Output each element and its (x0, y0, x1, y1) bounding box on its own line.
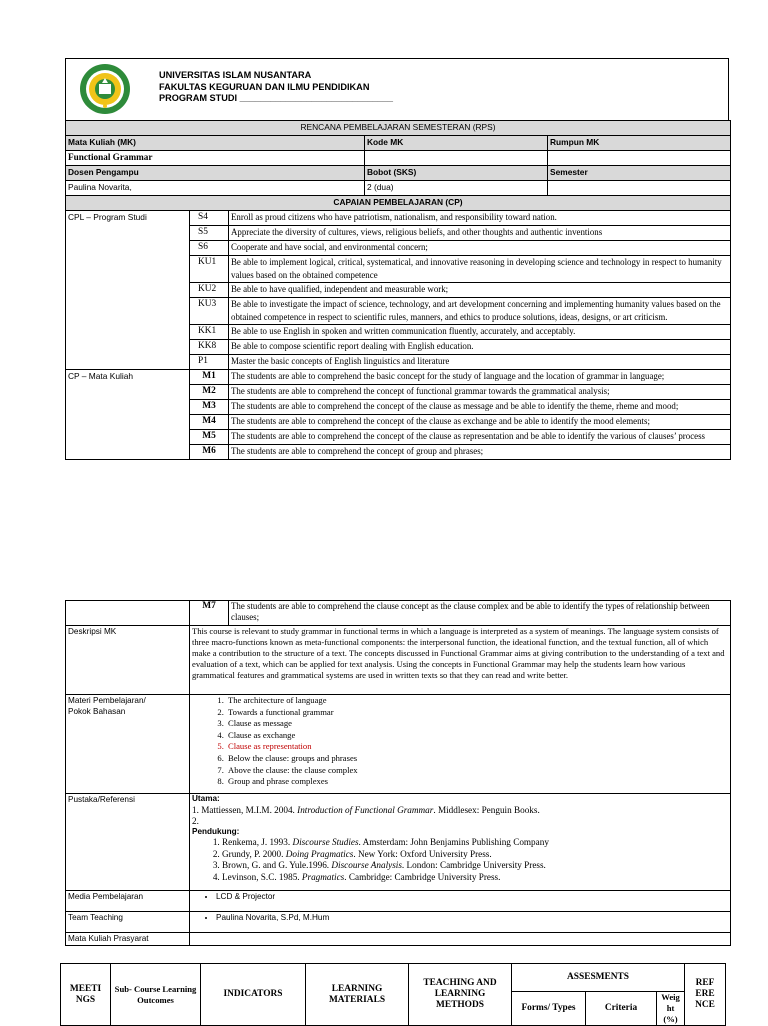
table-row (66, 601, 731, 626)
m7-empty-label (66, 601, 190, 626)
prereq-label: Mata Kuliah Prasyarat (66, 933, 190, 946)
university-name: UNIVERSITAS ISLAM NUSANTARA (159, 70, 312, 80)
cpmk-code: M6 (190, 445, 229, 460)
rps-title: RENCANA PEMBELAJARAN SEMESTERAN (RPS) (66, 121, 731, 136)
table-row (66, 695, 731, 794)
cpmk-text: The students are able to comprehend the concept of the clause as representation and be able to identify the various of clauses’ process (229, 430, 731, 445)
cpl-text: Be able to compose scientific report dealing with English education. (229, 340, 731, 355)
table-row (66, 912, 731, 933)
media-label: Media Pembelajaran (66, 891, 190, 912)
cpmk-text: The students are able to comprehend the concept of group and phrases; (229, 445, 731, 460)
institution-lines (159, 70, 393, 105)
description-text: This course is relevant to study grammar in functional terms in which a language is interpreted as a system of meanings. The language system consists of three macro-functions known as meta-functional components: the interpersonal function, the ideational function, and the textual function, all of which make a contribution to the structure of a text. The concepts discussed in Functional Grammar aims at giving contribution to the understanding of a text and evaluation of a text, which can be applied for text analysis. Using the concepts in Functional Grammar may help the students learn how various grammatical features and grammatical systems are used in written texts so that they can read and write better. (190, 626, 731, 695)
team-cell (190, 912, 731, 933)
cpl-text: Cooperate and have social, and environmental concern; (229, 241, 731, 256)
cpl-code: KK8 (190, 340, 229, 355)
list-item: 3. Brown, G. and G. Yule.1996. Discourse Analysis. London: Cambridge University Press. (222, 860, 728, 872)
materi-label (66, 695, 190, 794)
code-label: Kode MK (365, 136, 548, 151)
materi-label-line: Materi Pembelajaran/ (68, 696, 146, 705)
course-detail-table (65, 600, 731, 946)
cpl-code: S4 (190, 211, 229, 226)
cpmk-code: M1 (190, 370, 229, 385)
team-list (192, 912, 728, 924)
prereq-value (190, 933, 731, 946)
cpl-text: Be able to implement logical, critical, systematical, and innovative reasoning in developing science and technology in respect to humanity values based on the obtained competence (229, 256, 731, 283)
media-list (192, 891, 728, 903)
media-cell (190, 891, 731, 912)
cpmk-text: The students are able to comprehend the concept of the clause as message and be able to identify the theme, rheme and mood; (229, 400, 731, 415)
group-value (548, 151, 731, 166)
list-item: 7. Above the clause: the clause complex (226, 765, 728, 777)
university-seal-icon (79, 62, 131, 116)
cpmk-code: M2 (190, 385, 229, 400)
list-item: 2. Towards a functional grammar (226, 707, 728, 719)
cpl-text: Be able to investigate the impact of science, technology, and art development concerning and implementing humanity values based on the obtained competence in respect to scientific rules, manners, and ethics to produce solutions, ideas, designs, or art criticism. (229, 298, 731, 325)
cpmk-code: M4 (190, 415, 229, 430)
weight-header: Weig ht (%) (657, 992, 685, 1026)
table-row (66, 933, 731, 946)
cpmk-code: M3 (190, 400, 229, 415)
team-label: Team Teaching (66, 912, 190, 933)
group-label: Rumpun MK (548, 136, 731, 151)
table-row (66, 626, 731, 695)
list-item: 5. Clause as representation (226, 741, 728, 753)
credit-label: Bobot (SKS) (365, 166, 548, 181)
list-item: • LCD & Projector (216, 891, 728, 903)
semester-label: Semester (548, 166, 731, 181)
list-item: 2. Grundy, P. 2000. Doing Pragmatics. New York: Oxford University Press. (222, 849, 728, 861)
meetings-header: MEETI NGS (61, 964, 111, 1026)
course-value: Functional Grammar (66, 151, 365, 166)
cpmk-label: CP – Mata Kuliah (66, 370, 190, 460)
materi-list-cell (190, 695, 731, 794)
reference-header: REF ERE NCE (685, 964, 726, 1026)
cpl-code: S5 (190, 226, 229, 241)
cpl-code: KU1 (190, 256, 229, 283)
indicators-header: INDICATORS (201, 964, 306, 1026)
table-row (66, 370, 731, 385)
cpl-code: KK1 (190, 325, 229, 340)
main-ref-1: 1. Mattiessen, M.I.M. 2004. Introduction of Functional Grammar. Middlesex: Penguin Books. (192, 805, 540, 815)
program-name: PROGRAM STUDI ______________________________ (159, 93, 393, 103)
list-item: 4. Levinson, S.C. 1985. Pragmatics. Cambridge: Cambridge University Press. (222, 872, 728, 884)
list-item: 8. Group and phrase complexes (226, 776, 728, 788)
schedule-header-table (60, 963, 726, 1026)
description-label: Deskripsi MK (66, 626, 190, 695)
university-header (65, 58, 729, 121)
list-item: 6. Below the clause: groups and phrases (226, 753, 728, 765)
forms-header: Forms/ Types (512, 992, 586, 1026)
cpl-code: S6 (190, 241, 229, 256)
materi-list (192, 695, 728, 788)
main-ref-label: Utama: (192, 794, 220, 803)
semester-value (548, 181, 731, 196)
list-item: 1. The architecture of language (226, 695, 728, 707)
cpl-text: Enroll as proud citizens who have patriotism, nationalism, and responsibility toward nation. (229, 211, 731, 226)
table-row (66, 794, 731, 891)
pustaka-label: Pustaka/Referensi (66, 794, 190, 891)
cpl-code: KU3 (190, 298, 229, 325)
course-label: Mata Kuliah (MK) (66, 136, 365, 151)
cpl-text: Be able to have qualified, independent and measurable work; (229, 283, 731, 298)
cpmk-text: The students are able to comprehend the basic concept for the study of language and the location of grammar in language; (229, 370, 731, 385)
cpmk-code: M5 (190, 430, 229, 445)
list-item: 1. Renkema, J. 1993. Discourse Studies. Amsterdam: John Benjamins Publishing Company (222, 837, 728, 849)
list-item: 4. Clause as exchange (226, 730, 728, 742)
methods-header: TEACHING AND LEARNING METHODS (409, 964, 512, 1026)
materi-label-line: Pokok Bahasan (68, 707, 126, 716)
cpl-text: Master the basic concepts of English linguistics and literature (229, 355, 731, 370)
pustaka-cell (190, 794, 731, 891)
criteria-header: Criteria (586, 992, 657, 1026)
lecturer-value: Paulina Novarita, (66, 181, 365, 196)
lecturer-label: Dosen Pengampu (66, 166, 365, 181)
cpmk-code: M7 (190, 601, 229, 626)
cpl-text: Be able to use English in spoken and written communication fluently, accurately, and acceptably. (229, 325, 731, 340)
cpmk-text: The students are able to comprehend the concept of functional grammar towards the grammatical analysis; (229, 385, 731, 400)
table-row (66, 211, 731, 226)
list-item: • Paulina Novarita, S.Pd, M.Hum (216, 912, 728, 924)
cpl-label: CPL – Program Studi (66, 211, 190, 370)
support-ref-list (192, 837, 728, 883)
cp-title: CAPAIAN PEMBELAJARAN (CP) (66, 196, 731, 211)
cpl-text: Appreciate the diversity of cultures, views, religious beliefs, and other thoughts and authentic inventions (229, 226, 731, 241)
support-ref-label: Pendukung: (192, 827, 240, 836)
cpl-code: KU2 (190, 283, 229, 298)
list-item: 3. Clause as message (226, 718, 728, 730)
cpmk-text: The students are able to comprehend the clause concept as the clause complex and be able to identify the types of relationship between clauses; (229, 601, 731, 626)
assessments-header: ASSESMENTS (512, 964, 685, 992)
credit-value: 2 (dua) (365, 181, 548, 196)
materials-header: LEARNING MATERIALS (306, 964, 409, 1026)
cpmk-text: The students are able to comprehend the concept of the clause as exchange and be able to identify the mood elements; (229, 415, 731, 430)
sub-outcomes-header: Sub- Course Learning Outcomes (111, 964, 201, 1026)
faculty-name: FAKULTAS KEGURUAN DAN ILMU PENDIDIKAN (159, 81, 370, 92)
cpl-code: P1 (190, 355, 229, 370)
table-row (66, 891, 731, 912)
code-value (365, 151, 548, 166)
main-ref-2: 2. (192, 816, 199, 826)
rps-table (65, 120, 731, 460)
